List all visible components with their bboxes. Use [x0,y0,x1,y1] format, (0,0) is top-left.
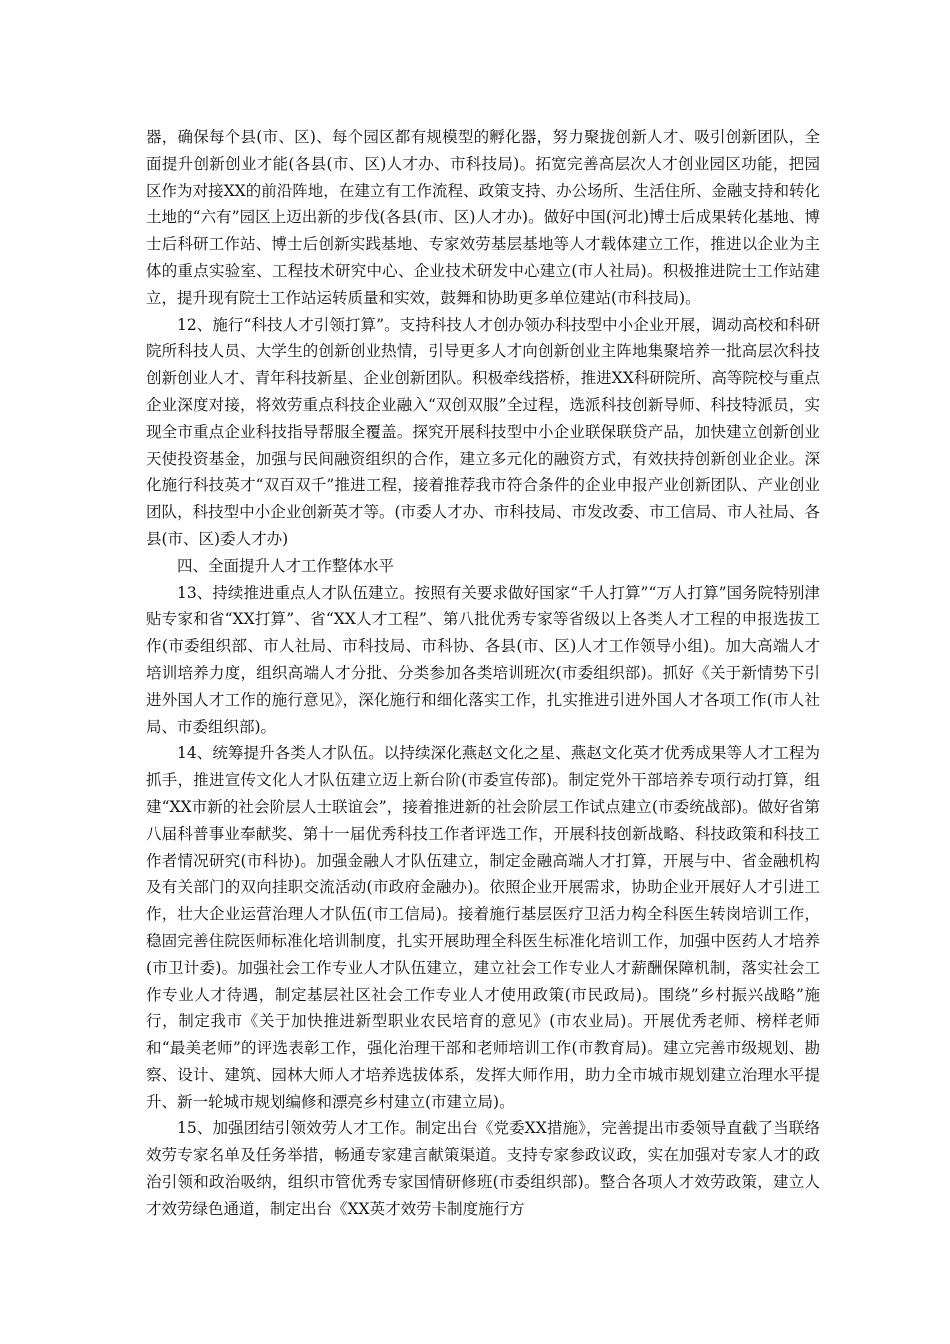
paragraph-item-13: 13、持续推进重点人才队伍建立。按照有关要求做好国家“千人打算”“万人打算”国务院特别津贴专家和省“XX打算”、省“XX人才工程”、第八批优秀专家等省级以上各类人才工程的申报选拔工作(市委组织部、市人社局、市科技局、市科协、各县(市、区)人才工作领导小组)。加大高端人才培训培养力度，组织高端人才分批、分类参加各类培训班次(市委组织部)。抓好《关于新情势下引进外国人才工作的施行意见》，深化施行和细化落实工作，扎实推进引进外国人才各项工作(市人社局、市委组织部)。 [146,583,820,736]
paragraph-item-15: 15、加强团结引领效劳人才工作。制定出台《党委XX措施》，完善提出市委领导直截了当联络效劳专家名单及任务举措，畅通专家建言献策渠道。支持专家参政议政，实在加强对专家人才的政治引领和政治吸纳，组织市管优秀专家国情研修班(市委组织部)。整合各项人才效劳政策，建立人才效劳绿色通道，制定出台《XX英才效劳卡制度施行方 [146,1119,820,1218]
paragraph-item-14: 14、统筹提升各类人才队伍。以持续深化燕赵文化之星、燕赵文化英才优秀成果等人才工程为抓手，推进宣传文化人才队伍建立迈上新台阶(市委宣传部)。制定党外干部培养专项行动打算，组建“XX市新的社会阶层人士联谊会”，接着推进新的社会阶层工作试点建立(市委统战部)。做好省第八届科普事业奉献奖、第十一届优秀科技工作者评选工作，开展科技创新战略、科技政策和科技工作者情况研究(市科协)。加强金融人才队伍建立，制定金融高端人才打算，开展与中、省金融机构及有关部门的双向挂职交流活动(市政府金融办)。依照企业开展需求，协助企业开展好人才引进工作，壮大企业运营治理人才队伍(市工信局)。接着施行基层医疗卫活力构全科医生转岗培训工作，稳固完善住院医师标准化培训制度，扎实开展助理全科医生标准化培训工作，加强中医药人才培养(市卫计委)。加强社会工作专业人才队伍建立，建立社会工作专业人才薪酬保障机制，落实社会工作专业人才待遇，制定基层社区社会工作专业人才使用政策(市民政局)。围绕”乡村振兴战略”施行，制定我市《关于加快推进新型职业农民培育的意见》(市农业局)。开展优秀老师、榜样老师和“最美老师”的评选表彰工作，强化治理干部和老师培训工作(市教育局)。建立完善市级规划、勘察、设计、建筑、园林大师人才培养选拔体系，发挥大师作用，助力全市城市规划建立治理水平提升、新一轮城市规划编修和漂亮乡村建立(市建立局)。 [146,744,820,1111]
section-heading-4: 四、全面提升人才工作整体水平 [177,556,395,575]
paragraph-item-12: 12、施行“科技人才引领打算”。支持科技人才创办领办科技型中小企业开展，调动高校和科研院所科技人员、大学生的创新创业热情，引导更多人才向创新创业主阵地集聚培养一批高层次科技创新创业人才、青年科技新星、企业创新团队。积极牵线搭桥，推进XX科研院所、高等院校与重点企业深度对接，将效劳重点科技企业融入“双创双服”全过程，选派科技创新导师、科技特派员，实现全市重点企业科技指导帮服全覆盖。探究开展科技型中小企业联保联贷产品，加快建立创新创业天使投资基金，加强与民间融资组织的合作，建立多元化的融资方式，有效扶持创新创业企业。深化施行科技英才“双百双千”推进工程，接着推荐我市符合条件的企业申报产业创新团队、产业创业团队，科技型中小企业创新英才等。(市委人才办、市科技局、市发改委、市工信局、市人社局、各县(市、区)委人才办) [146,315,820,548]
document-page [146,124,820,1223]
paragraph-incubator-continuation: 器，确保每个县(市、区)、每个园区都有规模型的孵化器，努力聚拢创新人才、吸引创新团队，全面提升创新创业才能(各县(市、区)人才办、市科技局)。拓宽完善高层次人才创业园区功能，把园区作为对接XX的前沿阵地，在建立有工作流程、政策支持、办公场所、生活住所、金融支持和转化土地的“六有”园区上迈出新的步伐(各县(市、区)人才办)。做好中国(河北)博士后成果转化基地、博士后科研工作站、博士后创新实践基地、专家效劳基层基地等人才载体建立工作，推进以企业为主体的重点实验室、工程技术研究中心、企业技术研发中心建立(市人社局)。积极推进院士工作站建立，提升现有院士工作站运转质量和实效，鼓舞和协助更多单位建站(市科技局)。 [146,128,820,307]
